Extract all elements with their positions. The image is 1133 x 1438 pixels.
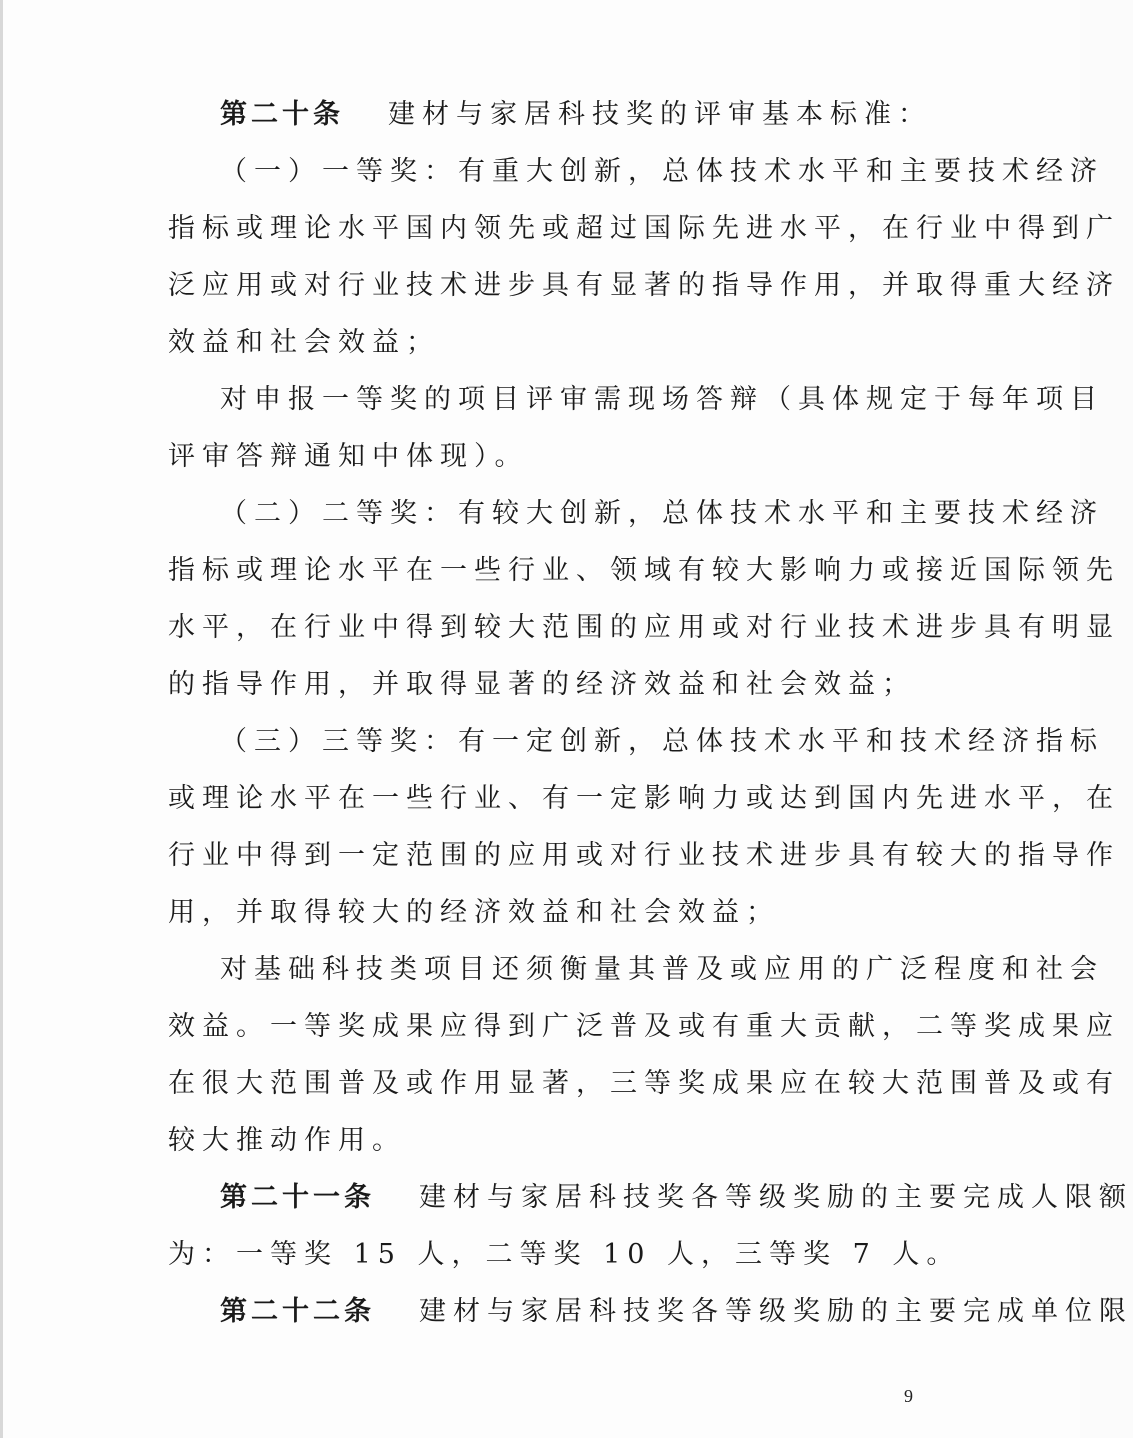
paragraph-line: 评审答辩通知中体现）。 — [168, 441, 529, 472]
paragraph-line: （二）二等奖：有较大创新，总体技术水平和主要技术经济 — [220, 498, 1104, 529]
article-21-line-2: 为：一等奖 15 人，二等奖 10 人，三等奖 7 人。 — [168, 1239, 961, 1270]
paragraph-line: （一）一等奖：有重大创新，总体技术水平和主要技术经济 — [220, 156, 1104, 187]
paragraph-line: 水平，在行业中得到较大范围的应用或对行业技术进步具有明显 — [168, 612, 1120, 643]
paragraph-line: 的指导作用，并取得显著的经济效益和社会效益； — [168, 669, 916, 700]
article-22-heading — [220, 1292, 1133, 1332]
page-number: 9 — [904, 1386, 913, 1406]
paragraph-line: 较大推动作用。 — [168, 1125, 406, 1156]
article-22-label: 第二十二条 — [220, 1296, 375, 1327]
article-20-label: 第二十条 — [220, 99, 344, 130]
paragraph-line: 或理论水平在一些行业、有一定影响力或达到国内先进水平，在 — [168, 783, 1120, 814]
paragraph-line: 行业中得到一定范围的应用或对行业技术进步具有较大的指导作 — [168, 840, 1120, 871]
paragraph-line: 对申报一等奖的项目评审需现场答辩（具体规定于每年项目 — [220, 384, 1104, 415]
article-21-label: 第二十一条 — [220, 1182, 375, 1213]
article-22-text: 建材与家居科技奖各等级奖励的主要完成单位限 — [419, 1296, 1133, 1327]
paragraph-line: 泛应用或对行业技术进步具有显著的指导作用，并取得重大经济 — [168, 270, 1120, 301]
paragraph-line: 在很大范围普及或作用显著，三等奖成果应在较大范围普及或有 — [168, 1068, 1120, 1099]
paragraph-line: 用，并取得较大的经济效益和社会效益； — [168, 897, 780, 928]
paragraph-line: 效益。一等奖成果应得到广泛普及或有重大贡献，二等奖成果应 — [168, 1011, 1120, 1042]
article-21-text: 建材与家居科技奖各等级奖励的主要完成人限额 — [419, 1182, 1133, 1213]
paragraph-line: 对基础科技类项目还须衡量其普及或应用的广泛程度和社会 — [220, 954, 1104, 985]
paragraph-line: （三）三等奖：有一定创新，总体技术水平和技术经济指标 — [220, 726, 1104, 757]
paragraph-line: 指标或理论水平国内领先或超过国际先进水平，在行业中得到广 — [168, 213, 1120, 244]
page-left-edge — [0, 0, 3, 1438]
article-20-title: 建材与家居科技奖的评审基本标准： — [388, 99, 932, 130]
paragraph-line: 效益和社会效益； — [168, 327, 440, 358]
paragraph-line: 指标或理论水平在一些行业、领域有较大影响力或接近国际领先 — [168, 555, 1120, 586]
article-20-heading — [220, 95, 932, 135]
article-21-heading — [220, 1178, 1133, 1218]
